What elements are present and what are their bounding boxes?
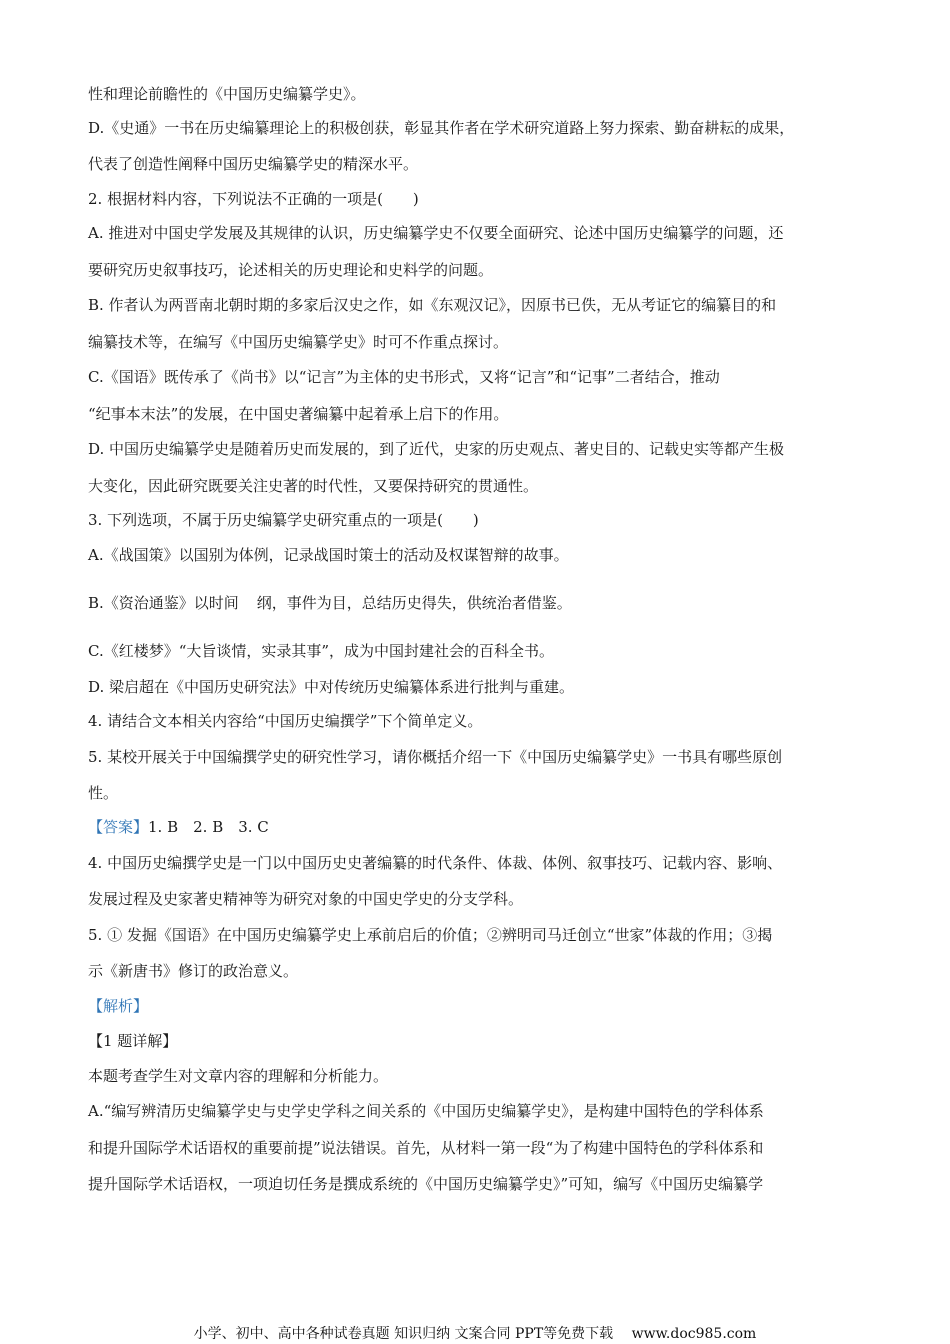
option-c-text: C.《国语》既传承了《尚书》以“记言”为主体的史书形式，又将“记言”和“记事”二者结合，推动: [88, 368, 720, 386]
text-line: 要研究历史叙事技巧，论述相关的历史理论和史料学的问题。: [88, 261, 494, 279]
text-line: 性。: [88, 784, 119, 802]
section-heading: 【1 题详解】: [88, 1032, 178, 1050]
text-line: 提升国际学术话语权，一项迫切任务是撰成系统的《中国历史编纂学史》”可知，编写《中国历史编纂学: [88, 1175, 764, 1193]
answer-text: 1. B 2. B 3. C: [148, 818, 269, 836]
question-2: 2. 根据材料内容，下列说法不正确的一项是( ): [88, 190, 419, 208]
analysis-a-text: A.“编写辨清历史编纂学史与史学史学科之间关系的《中国历史编纂学史》，是构建中国特色的学科体系: [88, 1102, 764, 1120]
question-5: 5. 某校开展关于中国编撰学史的研究性学习，请你概括介绍一下《中国历史编纂学史》一书具有哪些原创: [88, 748, 783, 766]
text-line: 示《新唐书》修订的政治意义。: [88, 962, 299, 980]
option-c-text: C.《红楼梦》“大旨谈情，实录其事”，成为中国封建社会的百科全书。: [88, 642, 555, 660]
text-line: “纪事本末法”的发展，在中国史著编纂中起着承上启下的作用。: [88, 405, 509, 423]
text-fragment: 纲，事件为目，总结历史得失，供统治者借鉴。: [256, 594, 572, 612]
analysis-tag: 【解析】: [88, 997, 149, 1015]
text-line: 和提升国际学术话语权的重要前提”说法错误。首先，从材料一第一段“为了构建中国特色的学科体系和: [88, 1139, 764, 1157]
text-line: 发展过程及史家著史精神等为研究对象的中国史学史的分支学科。: [88, 890, 524, 908]
text-line: 本题考查学生对文章内容的理解和分析能力。: [88, 1067, 389, 1085]
question-3: 3. 下列选项，不属于历史编纂学史研究重点的一项是( ): [88, 511, 479, 529]
answer-4: 4. 中国历史编撰学史是一门以中国历史史著编纂的时代条件、体裁、体例、叙事技巧、记载内容、影响、: [88, 854, 783, 872]
page-footer: 小学、初中、高中各种试卷真题 知识归纳 文案合同 PPT等免费下载 www.doc985.com: [193, 1326, 757, 1342]
option-a-text: A.《战国策》以国别为体例，记录战国时策士的活动及权谋智辩的故事。: [88, 546, 569, 564]
text-line: 代表了创造性阐释中国历史编纂学史的精深水平。: [88, 155, 419, 173]
option-d-text: D.《史通》一书在历史编纂理论上的积极创获，彰显其作者在学术研究道路上努力探索、勤奋耕耘的成果，: [88, 119, 795, 137]
option-d-text: D. 中国历史编纂学史是随着历史而发展的，到了近代，史家的历史观点、著史目的、记载史实等都产生极: [88, 440, 785, 458]
answer-line: [88, 817, 269, 837]
question-4: 4. 请结合文本相关内容给“中国历史编撰学”下个简单定义。: [88, 712, 483, 730]
option-d-text: D. 梁启超在《中国历史研究法》中对传统历史编纂体系进行批判与重建。: [88, 678, 575, 696]
text-fragment: B.《资治通鉴》以时间: [88, 594, 239, 612]
text-line: 大变化，因此研究既要关注史著的时代性，又要保持研究的贯通性。: [88, 477, 539, 495]
answer-5: 5. ① 发掘《国语》在中国历史编纂学史上承前启后的价值；②辨明司马迁创立“世家”体裁的作用；③揭: [88, 926, 773, 944]
option-a-text: A. 推进对中国史学发展及其规律的认识，历史编纂学史不仅要全面研究、论述中国历史编纂学的问题，还: [88, 224, 784, 242]
text-line: 编纂技术等，在编写《中国历史编纂学史》时可不作重点探讨。: [88, 333, 509, 351]
option-b-text: B. 作者认为两晋南北朝时期的多家后汉史之作，如《东观汉记》，因原书已佚，无从考证它的编纂目的和: [88, 296, 777, 314]
text-line: 性和理论前瞻性的《中国历史编纂学史》。: [88, 85, 366, 103]
answer-tag: 【答案】: [88, 818, 149, 836]
option-b-text: [88, 593, 572, 613]
